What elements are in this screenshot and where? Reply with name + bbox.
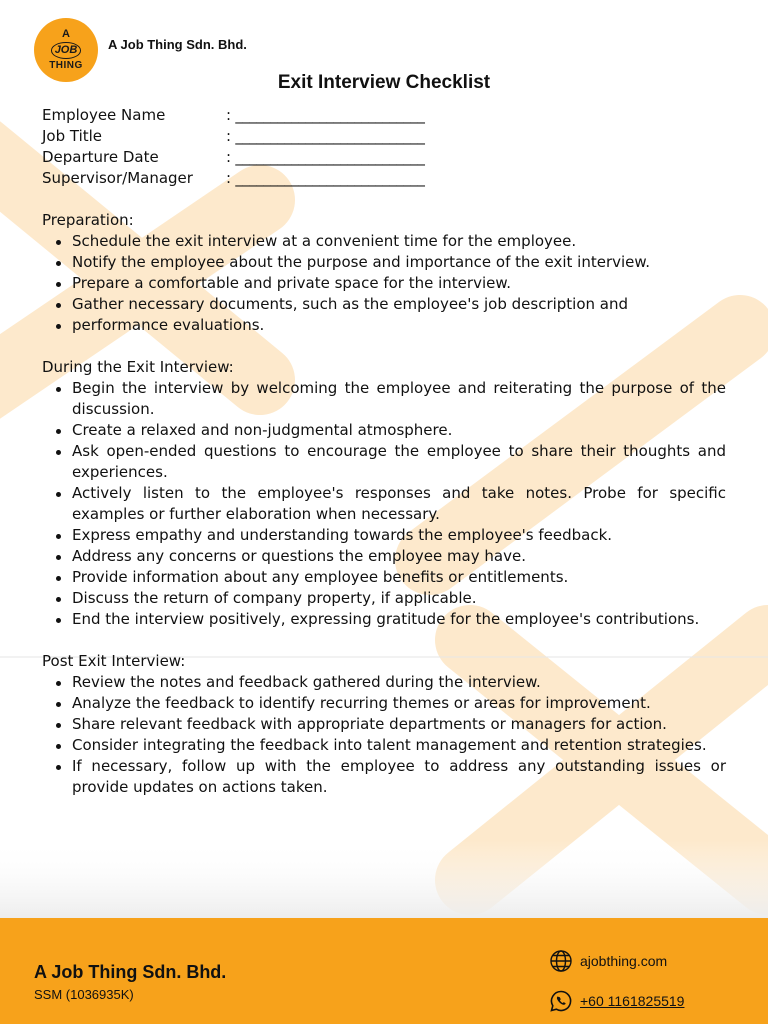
checklist-items [42,378,726,630]
list-item: Address any concerns or questions the employee may have. [42,546,726,567]
list-item: Provide information about any employee benefits or entitlements. [42,567,726,588]
footer-company-name: A Job Thing Sdn. Bhd. [34,962,227,982]
logo-text-thing: THING [49,60,83,71]
field-blank-line[interactable]: ___________________________ [231,127,425,145]
field-blank-line[interactable]: ___________________________ [231,169,425,187]
list-item: Gather necessary documents, such as the employee's job description and [42,294,726,315]
phone-link[interactable]: +60 1161825519 [580,993,685,1009]
section-title: Post Exit Interview: [42,652,186,670]
section-title: During the Exit Interview: [42,358,234,376]
section-post-interview [42,651,726,798]
field-supervisor-manager [42,169,424,190]
section-title: Preparation: [42,211,134,229]
field-blank-line[interactable]: ___________________________ [231,148,425,166]
field-label: Departure Date [42,148,159,166]
logo-text-a: A [62,28,70,40]
field-label: Supervisor/Manager [42,169,193,187]
list-item: Prepare a comfortable and private space for the interview. [42,273,726,294]
field-separator: : [226,169,232,187]
field-job-title [42,127,424,148]
field-separator: : [226,127,232,145]
list-item: Ask open-ended questions to encourage the employee to share their thoughts and experiences. [42,441,726,483]
list-item: Notify the employee about the purpose and importance of the exit interview. [42,252,726,273]
list-item: Consider integrating the feedback into talent management and retention strategies. [42,735,726,756]
document-title: Exit Interview Checklist [277,72,491,93]
list-item: performance evaluations. [42,315,726,336]
list-item: Create a relaxed and non-judgmental atmosphere. [42,420,726,441]
logo-text-job: JOB [51,42,82,59]
whatsapp-icon [549,989,573,1013]
list-item: Express empathy and understanding towards the employee's feedback. [42,525,726,546]
field-employee-name [42,106,424,127]
list-item: Share relevant feedback with appropriate departments or managers for action. [42,714,726,735]
list-item: If necessary, follow up with the employee to address any outstanding issues or provide updates on actions taken. [42,756,726,798]
field-separator: : [226,148,232,166]
checklist-items [42,231,726,336]
phone-contact[interactable] [549,989,684,1013]
header-company-name: A Job Thing Sdn. Bhd. [108,37,247,52]
list-item: Actively listen to the employee's responses and take notes. Probe for specific examples or further elaboration when necessary. [42,483,726,525]
section-during-interview [42,357,726,630]
section-preparation [42,210,726,336]
checklist-content [42,210,726,819]
checklist-items [42,672,726,798]
list-item: Analyze the feedback to identify recurring themes or areas for improvement. [42,693,726,714]
website-contact[interactable] [549,949,667,973]
list-item: Discuss the return of company property, if applicable. [42,588,726,609]
employee-fields [42,106,424,190]
field-departure-date [42,148,424,169]
field-label: Employee Name [42,106,166,124]
footer-ssm-number: SSM (1036935K) [34,987,134,1002]
list-item: End the interview positively, expressing gratitude for the employee's contributions. [42,609,726,630]
list-item: Schedule the exit interview at a convenient time for the employee. [42,231,726,252]
list-item: Begin the interview by welcoming the employee and reiterating the purpose of the discussion. [42,378,726,420]
field-label: Job Title [42,127,103,145]
footer-bar [0,918,768,1024]
website-link[interactable]: ajobthing.com [580,953,668,969]
field-blank-line[interactable]: ___________________________ [231,106,425,124]
list-item: Review the notes and feedback gathered during the interview. [42,672,726,693]
field-separator: : [226,106,232,124]
globe-icon [549,949,573,973]
